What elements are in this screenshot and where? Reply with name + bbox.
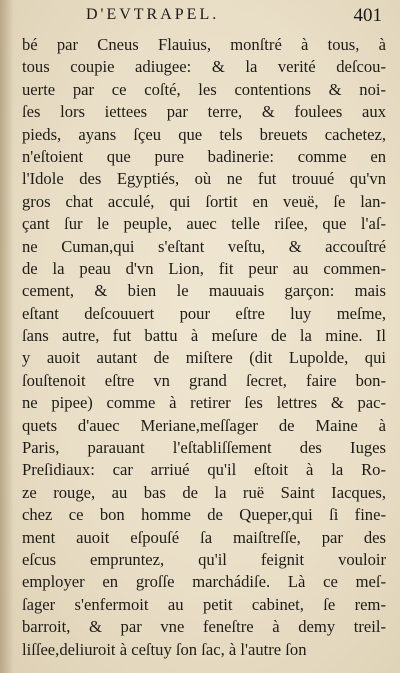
text-line: n'eſtoient que pure badinerie: comme en [22,146,386,166]
text-line: ment auoit eſpouſé ſa maiſtreſſe, par des [22,527,386,547]
text-line: y auoit autant de miſtere (dit Lupolde, qui [22,348,386,368]
running-head: D'EVTRAPEL. [86,6,220,23]
text-line: Preſidiaux: car arriué qu'il eſtoit à la Ro- [22,460,386,480]
text-line: Paris, parauant l'eſtabliſſement des Iuges [22,438,386,458]
text-line: eſtant deſcouuert pour eſtre luy meſme, [22,303,386,323]
page-header [86,6,382,28]
text-line: liſſee,deliuroit à ceſtuy ſon ſac, à l'autre ſon [22,639,307,659]
text-line: ze rouge, au bas de la ruë Saint Iacques, [22,482,386,502]
text-line: eſcus empruntez, qu'il feignit vouloir [22,549,386,569]
page-number: 401 [353,5,382,26]
text-line: ne pipee) comme à retirer ſes lettres & pac- [22,393,386,413]
body-text [22,34,386,661]
text-line: ſager s'enfermoit au petit cabinet, ſe rem- [22,594,386,614]
text-line: bé par Cneus Flauius, monſtré à tous, à [22,35,386,54]
text-line: quets d'auec Meriane,meſſager de Maine à [22,415,386,435]
text-line: ſes lors iettees par terre, & foulees aux [22,102,386,122]
text-line: de la peau d'vn Lion, fit peur au commen- [22,258,386,278]
text-line: uerte par ce coſté, les contentions & noi- [22,79,386,99]
text-line: chez ce bon homme de Queper,qui ſi fine- [22,505,386,525]
text-line: gros chat acculé, qui ſortit en veuë, ſe lan- [22,191,386,211]
page-gutter-shadow [0,0,14,673]
text-line: ſouſtenoit eſtre vn grand ſecret, faire bon- [22,370,386,390]
text-line: barroit, & par vne feneſtre à demy treil- [22,617,386,637]
text-line: tous coupie adiugee: & la verité deſcou- [22,57,386,77]
text-line: çant ſur le peuple, auec telle riſee, que l'aſ- [22,214,386,234]
text-line: cement, & bien le mauuais garçon: mais [22,281,386,301]
text-line: pieds, ayans ſçeu que tels breuets cachetez, [22,124,386,144]
text-line: ſans autre, fut battu à meſure de la mine. Il [22,326,386,346]
text-line: l'Idole des Egyptiés, où ne fut trouué qu'vn [22,169,386,189]
text-line: employer en groſſe marchádiſe. Là ce meſ- [22,572,386,592]
text-line: ne Cuman,qui s'eſtant veſtu, & accouſtré [22,236,386,256]
